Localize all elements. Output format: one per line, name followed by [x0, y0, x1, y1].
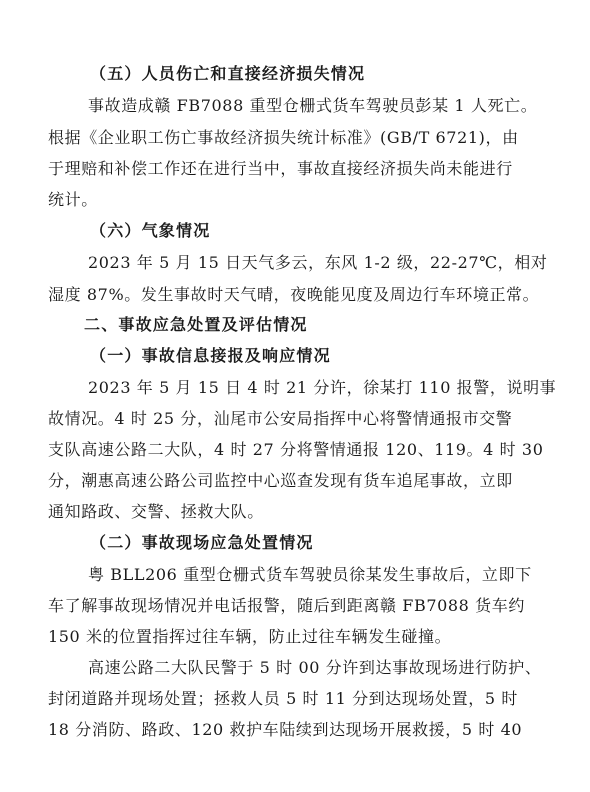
paragraph-line: 支队高速公路二大队，4 时 27 分将警情通报 120、119。4 时 30 [48, 440, 544, 459]
paragraph-line: 粤 BLL206 重型仓栅式货车驾驶员徐某发生事故后，立即下 [88, 565, 532, 584]
paragraph-line: 于理赔和补偿工作还在进行当中，事故直接经济损失尚未能进行 [48, 159, 513, 178]
paragraph-line: 故情况。4 时 25 分，汕尾市公安局指挥中心将警情通报市交警 [48, 409, 513, 428]
paragraph-line: 2023 年 5 月 15 日天气多云，东风 1-2 级，22-27℃，相对 [88, 253, 548, 272]
paragraph-line: 分，潮惠高速公路公司监控中心巡查发现有货车追尾事故，立即 [48, 471, 513, 490]
paragraph-line: 事故造成赣 FB7088 重型仓栅式货车驾驶员彭某 1 人死亡。 [88, 96, 538, 115]
section-heading-onsite-handling: （二）事故现场应急处置情况 [90, 533, 314, 552]
section-heading-weather: （六）气象情况 [90, 221, 211, 240]
chapter-heading-emergency-response: 二、事故应急处置及评估情况 [84, 315, 308, 334]
paragraph-line: 150 米的位置指挥过往车辆，防止过往车辆发生碰撞。 [48, 627, 452, 646]
paragraph-line: 封闭道路并现场处置；拯救人员 5 时 11 分到达现场处置，5 时 [48, 689, 518, 708]
paragraph-line: 根据《企业职工伤亡事故经济损失统计标准》(GB/T 6721)，由 [48, 128, 519, 147]
paragraph-line: 18 分消防、路政、120 救护车陆续到达现场开展救援，5 时 40 [48, 720, 523, 739]
paragraph-line: 统计。 [48, 190, 98, 209]
section-heading-casualties-losses: （五）人员伤亡和直接经济损失情况 [90, 64, 366, 83]
paragraph-line: 2023 年 5 月 15 日 4 时 21 分许，徐某打 110 报警，说明事 [88, 378, 557, 397]
paragraph-line: 车了解事故现场情况并电话报警，随后到距离赣 FB7088 货车约 [48, 596, 525, 615]
paragraph-line: 高速公路二大队民警于 5 时 00 分许到达事故现场进行防护、 [88, 658, 542, 677]
paragraph-line: 湿度 87%。发生事故时天气晴，夜晚能见度及周边行车环境正常。 [48, 285, 540, 304]
paragraph-line: 通知路政、交警、拯救大队。 [48, 502, 264, 521]
section-heading-report-response: （一）事故信息接报及响应情况 [90, 346, 331, 365]
